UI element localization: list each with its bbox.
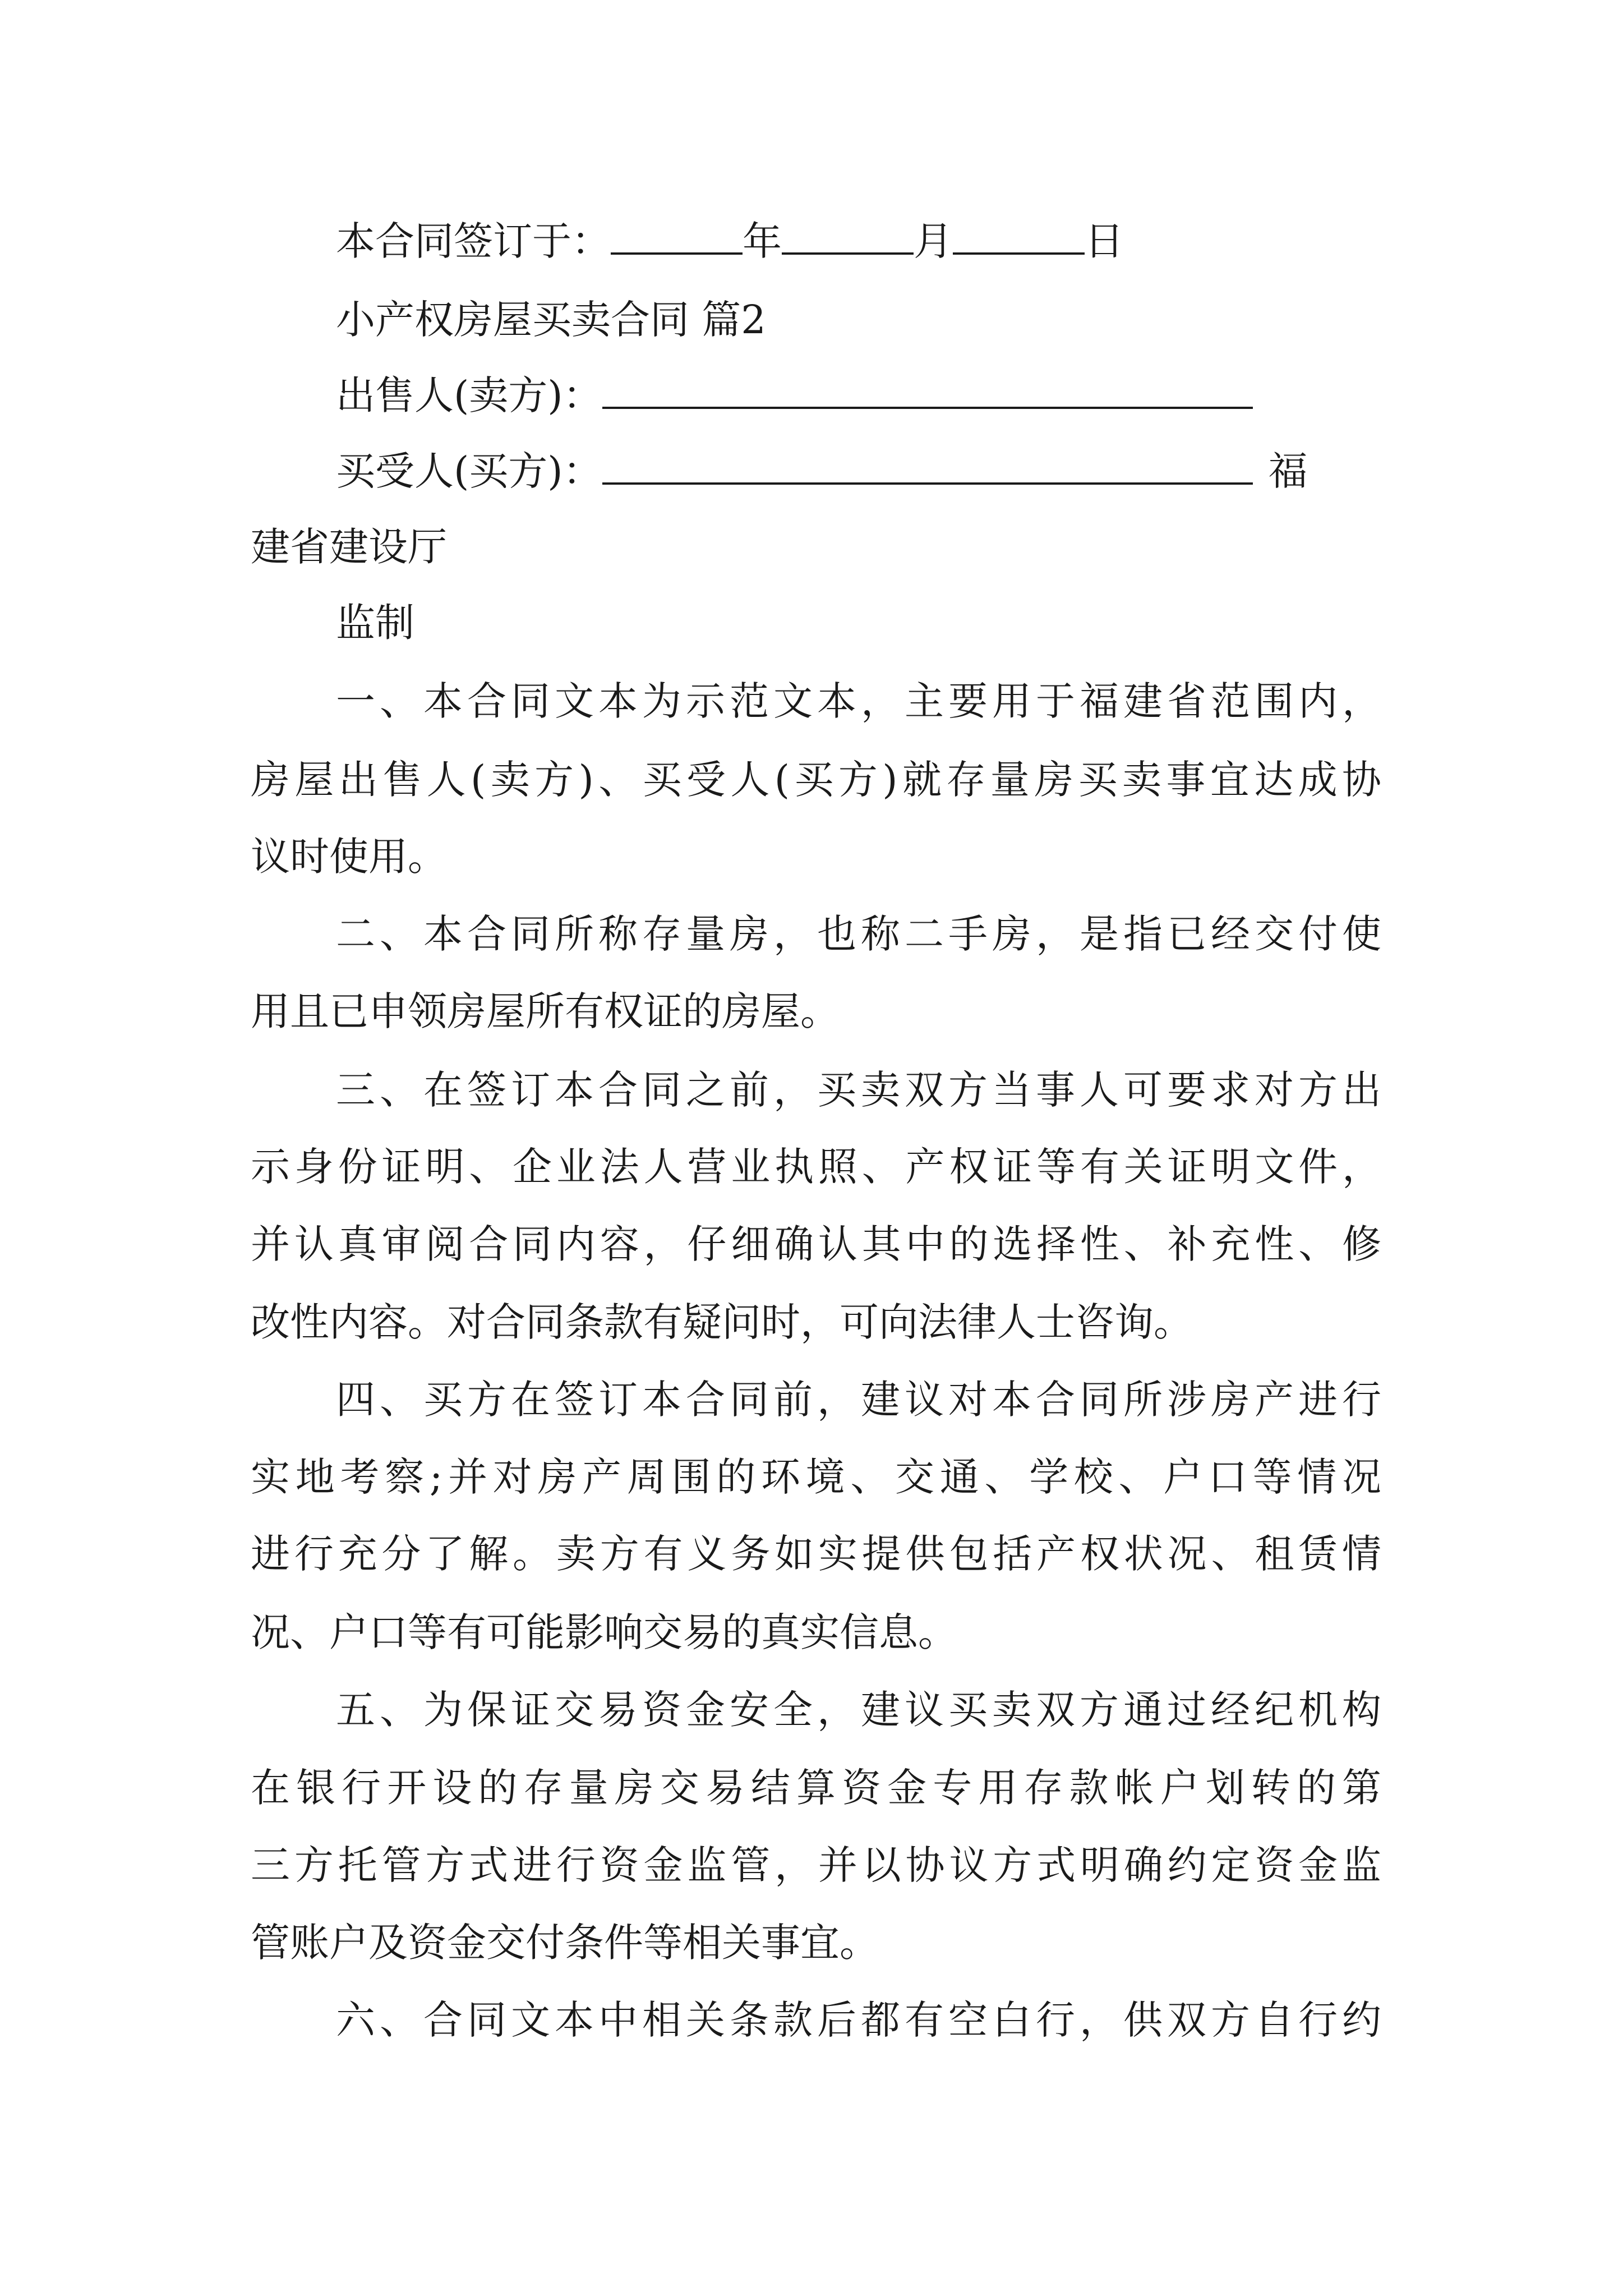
body-line: 房屋出售人(卖方)、买受人(买方)就存量房买卖事宜达成协 xyxy=(251,757,1381,803)
section-title: 小产权房屋买卖合同 篇2 xyxy=(336,297,766,343)
body-line: 管账户及资金交付条件等相关事宜。 xyxy=(251,1920,879,1966)
year-label: 年 xyxy=(743,218,782,264)
issuer-line: 建省建设厅 xyxy=(251,524,447,570)
seller-blank xyxy=(602,374,1253,409)
body-line: 改性内容。对合同条款有疑问时，可向法律人士咨询。 xyxy=(251,1299,1193,1345)
supervise-line: 监制 xyxy=(336,600,414,646)
body-line: 二、本合同所称存量房，也称二手房，是指已经交付使 xyxy=(336,911,1381,957)
buyer-tail-text: 福 xyxy=(1268,448,1308,494)
body-line: 三、在签订本合同之前，买卖双方当事人可要求对方出 xyxy=(336,1067,1381,1113)
body-line: 示身份证明、企业法人营业执照、产权证等有关证明文件， xyxy=(251,1144,1381,1190)
signing-date-prefix: 本合同签订于： xyxy=(336,218,611,264)
body-line: 实地考察;并对房产周围的环境、交通、学校、户口等情况 xyxy=(251,1454,1381,1500)
body-line: 一、本合同文本为示范文本，主要用于福建省范围内， xyxy=(336,678,1381,724)
body-line: 议时使用。 xyxy=(251,834,447,880)
signing-date-line xyxy=(251,202,1381,280)
buyer-line xyxy=(251,432,1381,510)
day-blank xyxy=(953,220,1085,255)
month-blank xyxy=(782,220,914,255)
body-line: 并认真审阅合同内容，仔细确认其中的选择性、补充性、修 xyxy=(251,1221,1381,1267)
body-line: 进行充分了解。卖方有义务如实提供包括产权状况、租赁情 xyxy=(251,1531,1381,1577)
body-line: 五、为保证交易资金安全，建议买卖双方通过经纪机构 xyxy=(336,1687,1381,1733)
body-line: 在银行开设的存量房交易结算资金专用存款帐户划转的第 xyxy=(251,1765,1381,1811)
body-line: 三方托管方式进行资金监管，并以协议方式明确约定资金监 xyxy=(251,1842,1381,1888)
body-line: 四、买方在签订本合同前，建议对本合同所涉房产进行 xyxy=(336,1377,1381,1423)
body-line: 六、合同文本中相关条款后都有空白行，供双方自行约 xyxy=(336,1997,1381,2043)
body-line: 况、户口等有可能影响交易的真实信息。 xyxy=(251,1609,957,1655)
month-label: 月 xyxy=(914,218,953,264)
body-line: 用且已申领房屋所有权证的房屋。 xyxy=(251,988,840,1034)
seller-label: 出售人(卖方)： xyxy=(336,372,602,418)
day-label: 日 xyxy=(1085,218,1124,264)
buyer-blank xyxy=(602,450,1253,485)
year-blank xyxy=(611,220,743,255)
seller-line xyxy=(251,356,1381,435)
buyer-label: 买受人(买方)： xyxy=(336,448,602,494)
